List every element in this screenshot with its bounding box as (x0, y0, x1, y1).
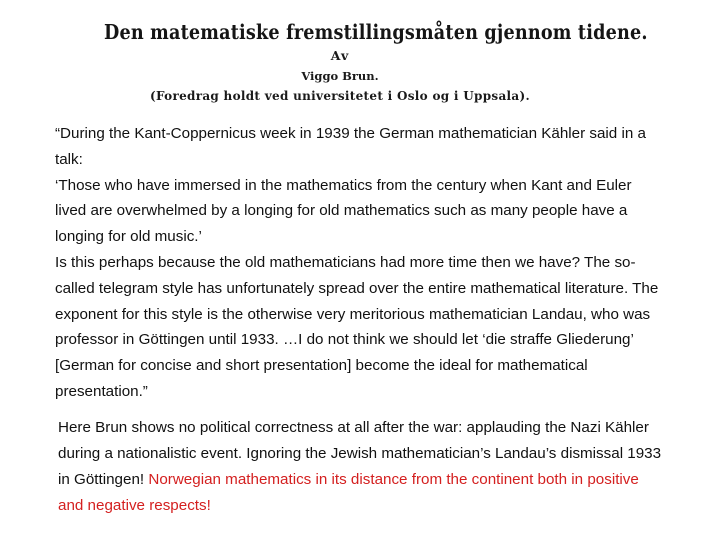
quote-intro: “During the Kant-Coppernicus week in 1939 the German mathematician Kähler said in a talk: (55, 125, 646, 168)
brun-continuation: Is this perhaps because the old mathematicians had more time then we have? The so-called telegram style has unfortunately spread over the entire mathematical literature. The exponent for this style is the otherwise very meritorious mathematician Landau, who was professor in Göttingen until 1933. …I do not think we should let ‘die straffe Gliederung’ [German for concise and short presentation] become the ideal for mathematical presentation.” (55, 253, 659, 400)
article-by-label: Av (330, 48, 350, 63)
kahler-quote: ‘Those who have immersed in the mathematics from the century when Kant and Euler lived are overwhelmed by a longing for old mathematics such as many people have a longing for old music.’ (55, 176, 632, 246)
article-title: Den matematiske fremstillingsmåten gjennom tidene. (104, 20, 648, 44)
scanned-article-header (100, 14, 648, 108)
commentary-text: Here Brun shows no political correctness at all after the war: applauding the Nazi Kähler during a nationalistic event. Ignoring the Jewish mathematician’s Landau’s dismissal 1933 in Göttingen! (58, 419, 662, 488)
quoted-passage (55, 121, 665, 405)
article-author: Viggo Brun. (301, 69, 379, 83)
commentary-paragraph (58, 415, 668, 519)
commentary-highlight: Norwegian mathematics in its distance from the continent both in positive and negative respects! (58, 471, 639, 514)
article-subtitle: (Foredrag holdt ved universitetet i Oslo og i Uppsala). (150, 89, 530, 103)
